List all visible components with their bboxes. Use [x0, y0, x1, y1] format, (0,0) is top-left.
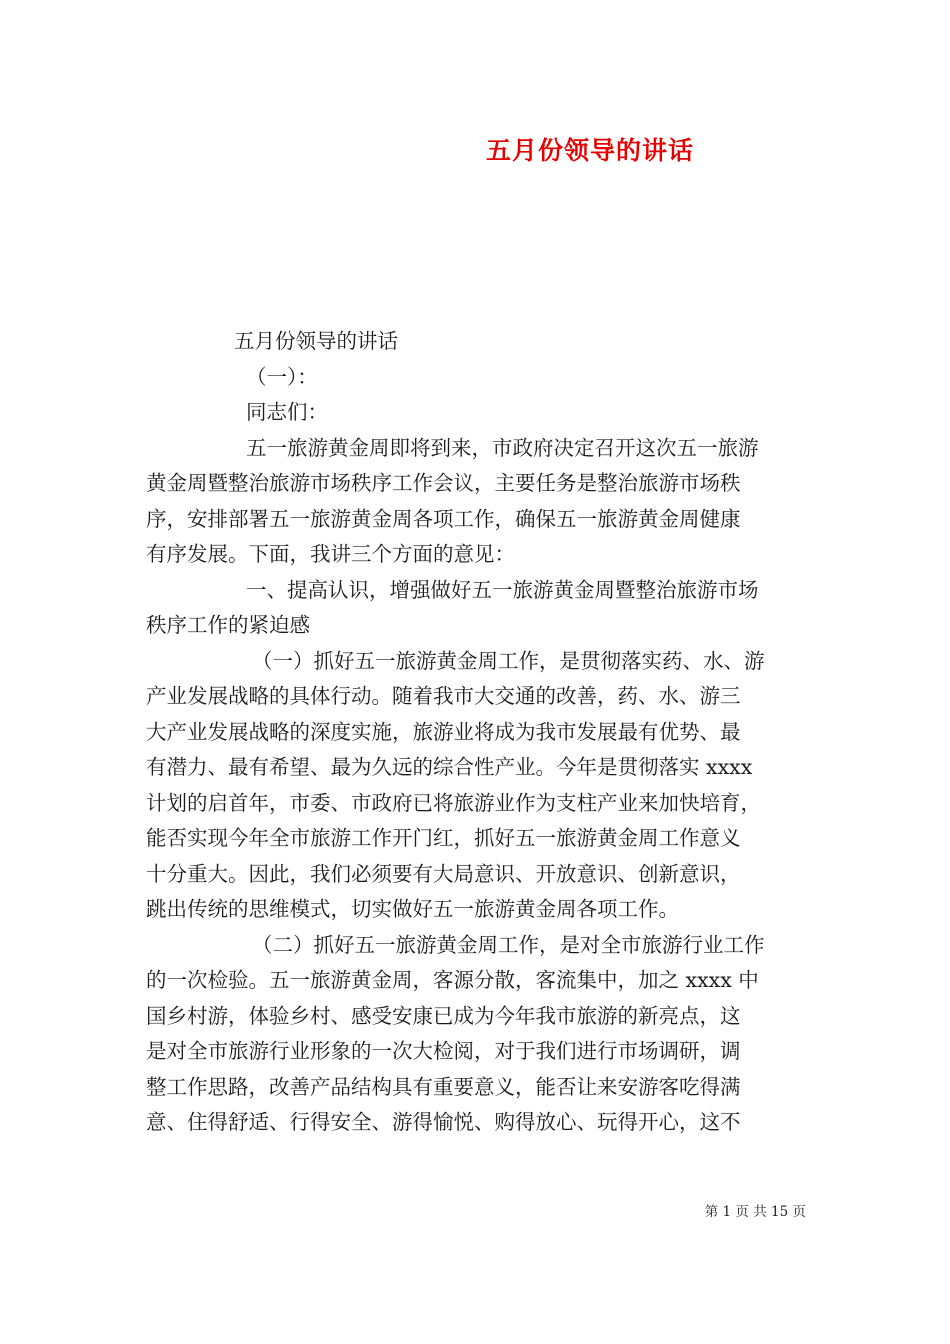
body-line: 计划的启首年，市委、市政府已将旅游业作为支柱产业来加快培育，	[146, 790, 761, 815]
document-body	[146, 324, 814, 1141]
body-subtitle: 五月份领导的讲话	[234, 329, 398, 353]
body-heading-line: 一、提高认识，增强做好五一旅游黄金周暨整治旅游市场	[246, 577, 759, 602]
body-line: 黄金周暨整治旅游市场秩序工作会议，主要任务是整治旅游市场秩	[146, 471, 741, 495]
body-line: 有序发展。下面，我讲三个方面的意见：	[146, 542, 515, 566]
body-line: 整工作思路，改善产品结构具有重要意义，能否让来安游客吃得满	[146, 1074, 741, 1099]
body-line: 能否实现今年全市旅游工作开门红，抓好五一旅游黄金周工作意义	[146, 826, 741, 850]
body-line: 跳出传统的思维模式，切实做好五一旅游黄金周各项工作。	[146, 897, 679, 921]
body-section-marker: （一）：	[246, 364, 318, 389]
body-line: 是对全市旅游行业形象的一次大检阅，对于我们进行市场调研，调	[146, 1039, 741, 1063]
page-number: 第 1 页 共 15 页	[704, 1204, 806, 1220]
body-line: （一）抓好五一旅游黄金周工作，是贯彻落实药、水、游	[252, 648, 765, 673]
body-line: 序，安排部署五一旅游黄金周各项工作，确保五一旅游黄金周健康	[146, 506, 741, 531]
body-line: 的一次检验。五一旅游黄金周，客源分散，客流集中，加之 xxxx 中	[146, 968, 759, 992]
body-line: 五一旅游黄金周即将到来，市政府决定召开这次五一旅游	[246, 435, 759, 460]
body-line: （二）抓好五一旅游黄金周工作，是对全市旅游行业工作	[252, 932, 765, 957]
body-line: 意、住得舒适、行得安全、游得愉悦、购得放心、玩得开心，这不	[146, 1110, 741, 1134]
body-heading-line: 秩序工作的紧迫感	[146, 613, 310, 637]
body-line: 国乡村游，体验乡村、感受安康已成为今年我市旅游的新亮点，这	[146, 1003, 741, 1028]
body-line: 产业发展战略的具体行动。随着我市大交通的改善，药、水、游三	[146, 684, 741, 708]
body-line: 大产业发展战略的深度实施，旅游业将成为我市发展最有优势、最	[146, 719, 741, 744]
body-line: 十分重大。因此，我们必须要有大局意识、开放意识、创新意识，	[146, 861, 741, 886]
body-line: 有潜力、最有希望、最为久远的综合性产业。今年是贯彻落实 xxxx	[146, 755, 753, 779]
body-salutation: 同志们：	[246, 400, 328, 424]
document-title: 五月份领导的讲话	[485, 136, 694, 165]
